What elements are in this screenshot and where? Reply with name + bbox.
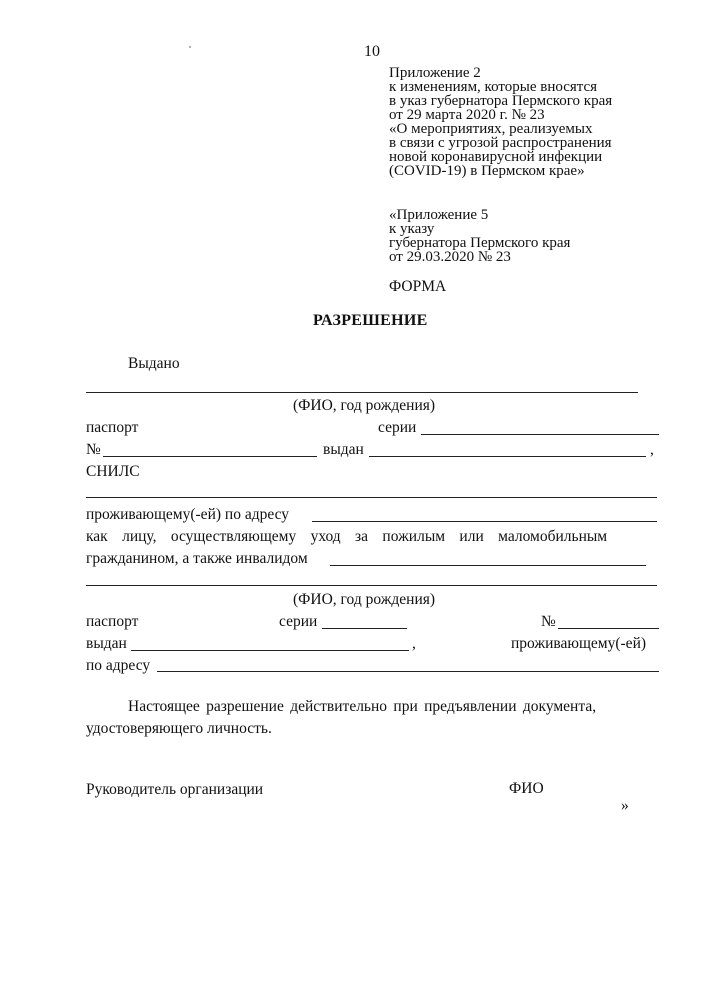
scan-speck bbox=[189, 46, 191, 48]
document-title: РАЗРЕШЕНИЕ bbox=[313, 312, 428, 329]
care-text-line-2: гражданином, а также инвалидом bbox=[86, 550, 308, 567]
fio-caption-2: (ФИО, год рождения) bbox=[293, 591, 436, 608]
fio-line-1 bbox=[86, 392, 638, 393]
passport-label-1: паспорт bbox=[86, 419, 139, 436]
appendix2-line: Приложение 2 bbox=[389, 65, 481, 81]
page-number: 10 bbox=[364, 43, 380, 60]
snils-field bbox=[86, 497, 657, 498]
appendix2-line: в связи с угрозой распространения bbox=[389, 135, 612, 151]
residing-label-2: проживающему(-ей) bbox=[511, 635, 647, 652]
appendix5-line: губернатора Пермского края bbox=[389, 235, 571, 251]
fio-signature-label: ФИО bbox=[509, 780, 544, 797]
head-of-organization-label: Руководитель организации bbox=[86, 781, 264, 798]
issued-label: Выдано bbox=[128, 355, 180, 372]
appendix2-line: в указ губернатора Пермского края bbox=[389, 93, 613, 109]
issued-by-field-2 bbox=[131, 650, 409, 651]
disabled-person-field bbox=[330, 565, 646, 566]
appendix2-line: (COVID-19) в Пермском крае» bbox=[389, 163, 585, 179]
appendix2-line: новой коронавирусной инфекции bbox=[389, 149, 603, 165]
appendix2-line: «О мероприятиях, реализуемых bbox=[389, 121, 593, 137]
appendix5-line: к указу bbox=[389, 221, 435, 237]
appendix2-line: к изменениям, которые вносятся bbox=[389, 79, 598, 95]
series-label-1: серии bbox=[378, 419, 417, 436]
series-field-2 bbox=[322, 628, 407, 629]
comma-2: , bbox=[412, 635, 416, 652]
passport-label-2: паспорт bbox=[86, 613, 139, 630]
validity-text-line-2: удостоверяющего личность. bbox=[86, 720, 272, 737]
issued-by-field-1 bbox=[369, 456, 646, 457]
closing-quote: » bbox=[621, 797, 629, 814]
snils-label: СНИЛС bbox=[86, 463, 140, 480]
validity-text-line-1: Настоящее разрешение действительно при предъявлении документа, bbox=[128, 698, 597, 715]
issued-by-label-1: выдан bbox=[323, 441, 364, 458]
comma-1: , bbox=[650, 441, 654, 458]
appendix5-line: «Приложение 5 bbox=[389, 207, 489, 223]
number-field-1 bbox=[103, 456, 317, 457]
appendix2-line: от 29 марта 2020 г. № 23 bbox=[389, 107, 545, 123]
number-field-2 bbox=[558, 628, 659, 629]
series-field-1 bbox=[421, 434, 659, 435]
address-label-2: по адресу bbox=[86, 657, 151, 674]
appendix5-line: от 29.03.2020 № 23 bbox=[389, 249, 511, 265]
address-field-1 bbox=[312, 521, 657, 522]
residing-label-1: проживающему(-ей) по адресу bbox=[86, 506, 290, 523]
care-text-line-1: как лицу, осуществляющему уход за пожилым или маломобильным bbox=[86, 528, 608, 545]
issued-by-label-2: выдан bbox=[86, 635, 127, 652]
number-sign-2: № bbox=[541, 613, 556, 630]
address-field-2 bbox=[157, 671, 659, 672]
fio-line-2 bbox=[86, 585, 657, 586]
series-label-2: серии bbox=[279, 613, 318, 630]
form-label: ФОРМА bbox=[389, 278, 447, 295]
fio-caption-1: (ФИО, год рождения) bbox=[293, 397, 436, 414]
number-sign-1: № bbox=[86, 441, 101, 458]
